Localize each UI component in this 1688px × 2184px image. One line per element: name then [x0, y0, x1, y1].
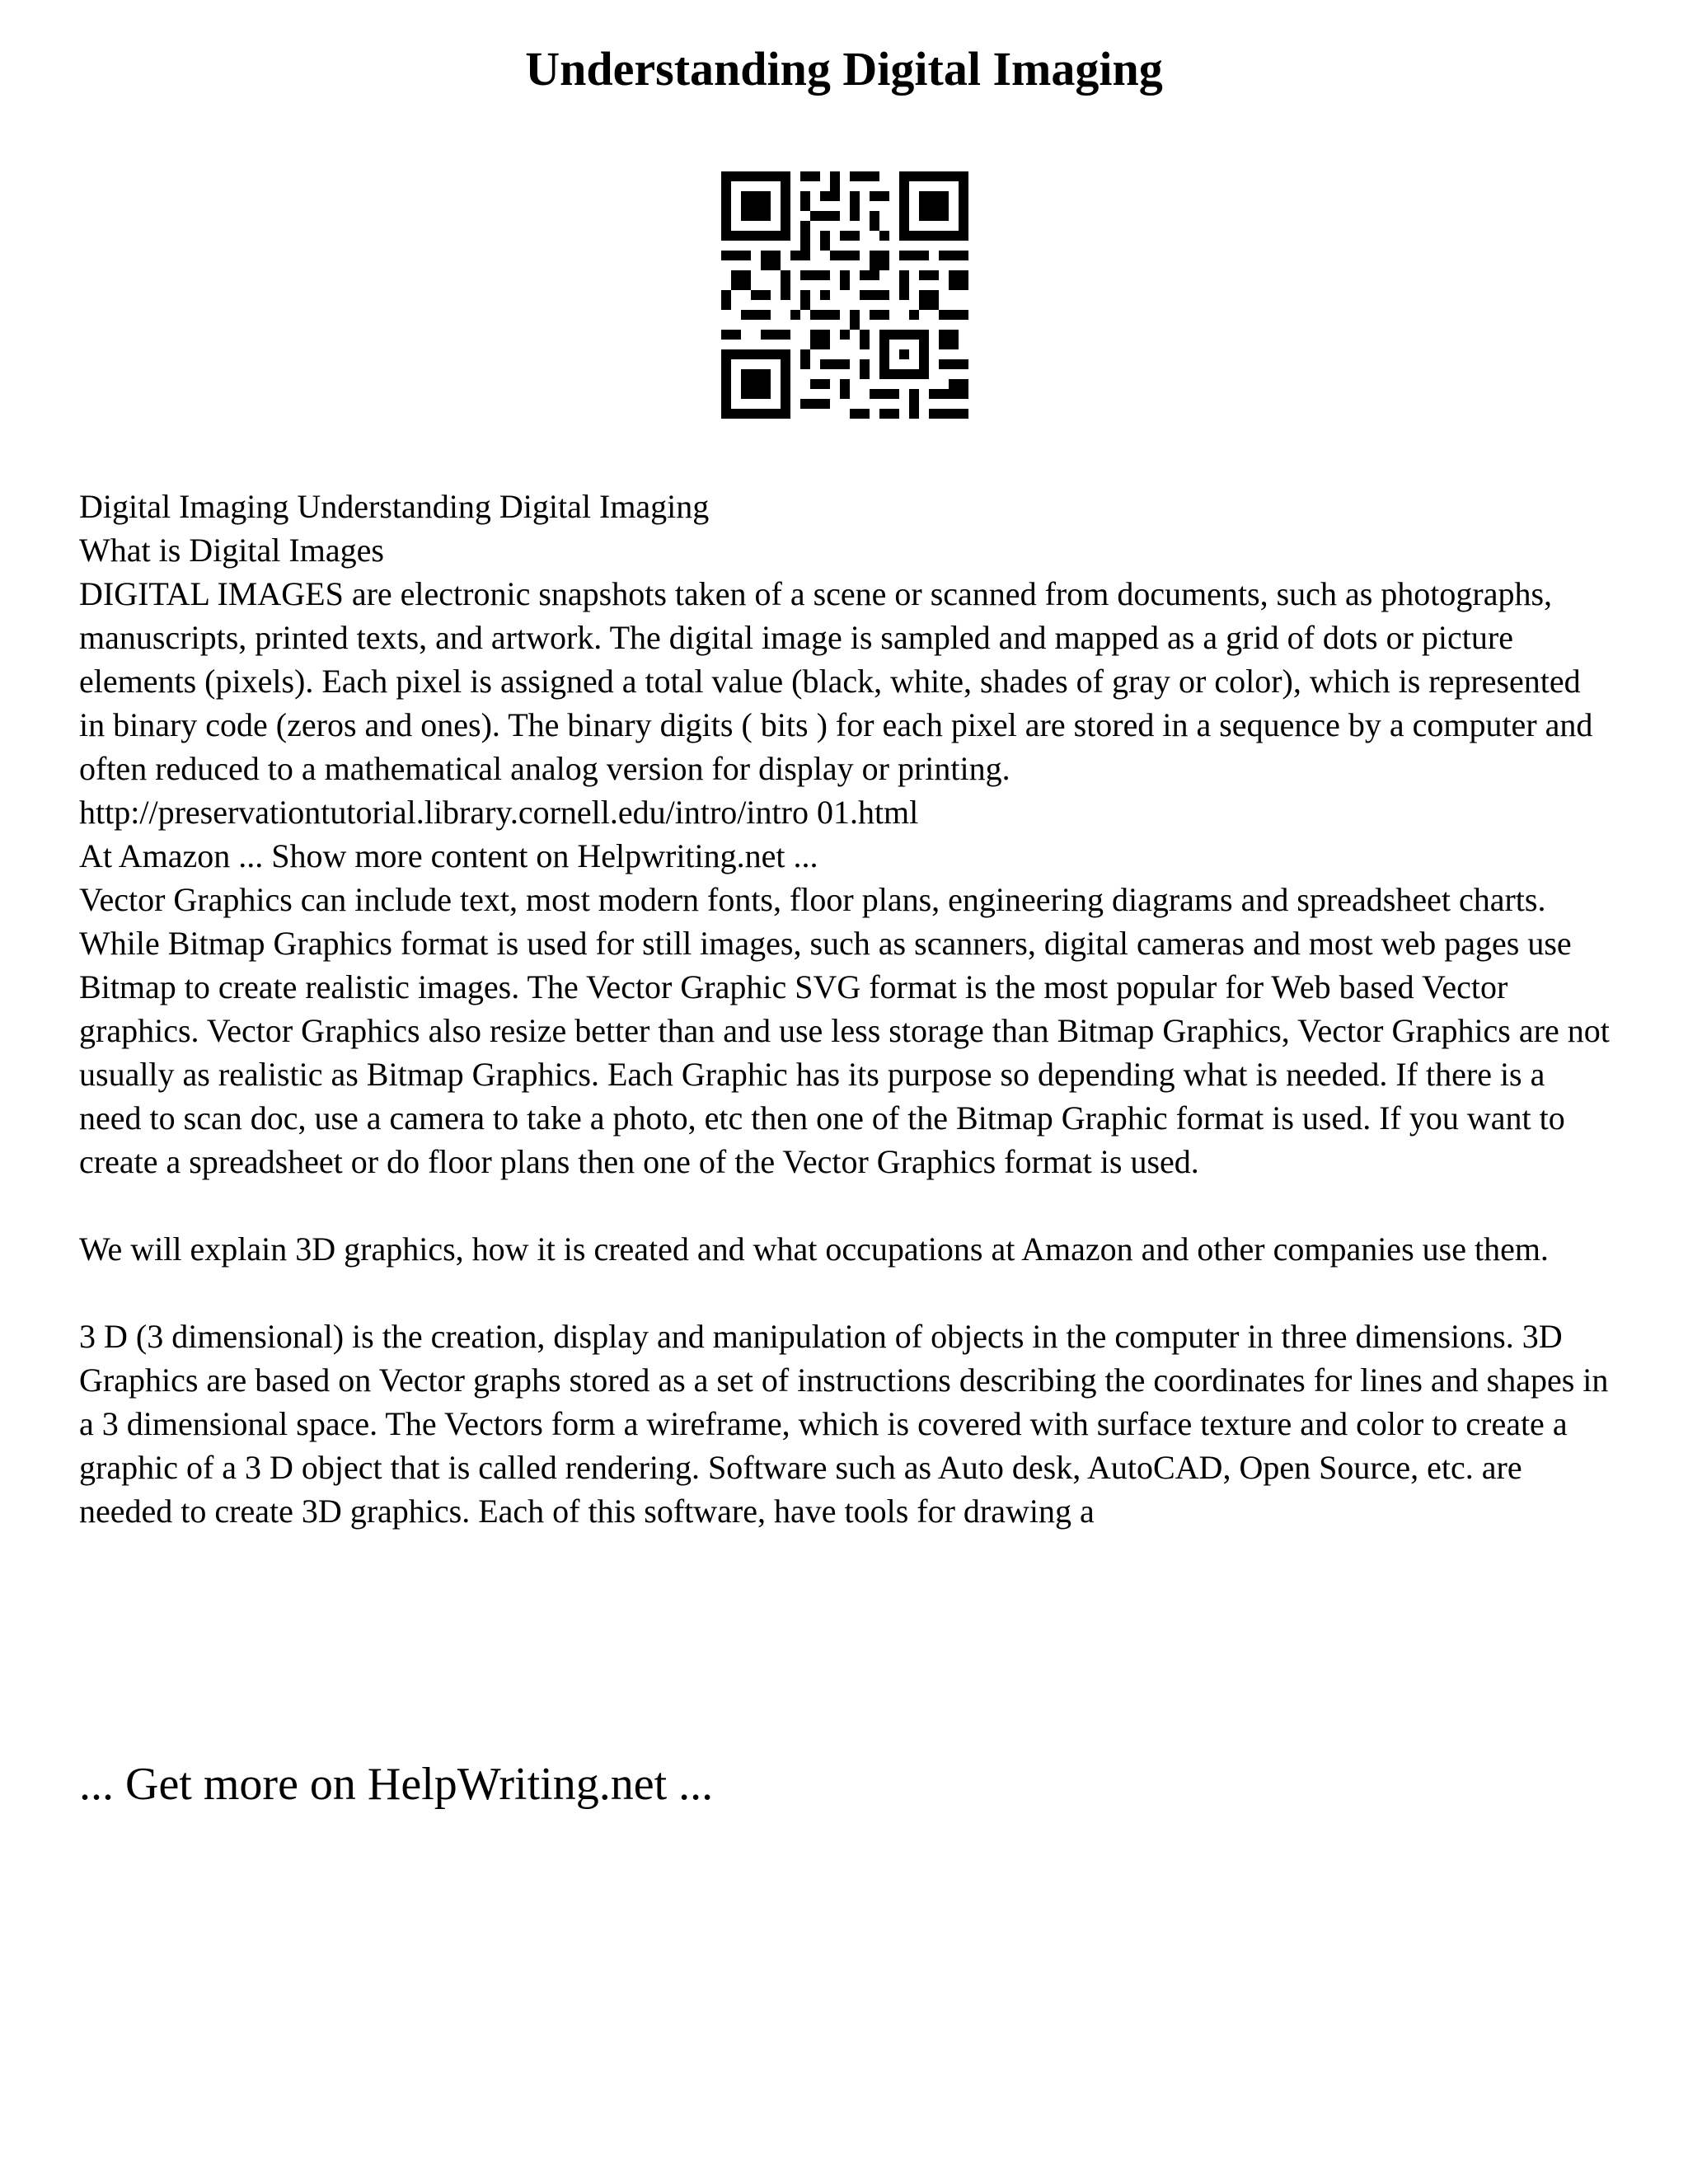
paragraph-definition: DIGITAL IMAGES are electronic snapshots taken of a scene or scanned from documents, such as photographs, manuscripts, printed texts, and artwork. The digital image is sampled and mapped as a grid of dots or picture elements (pixels). Each pixel is assigned a total value (black, white, shades of gray or color), which is represented in binary code (zeros and ones). The binary digits ( bits ) for each pixel are stored in a sequence by a computer and often reduced to a mathematical analog version for display or printing. http://preservationtutorial.library.cornell.edu/intro/intro 01.html	[79, 575, 1593, 831]
page-title: Understanding Digital Imaging	[525, 42, 1163, 96]
paragraph-intro-title: Digital Imaging Understanding Digital Imaging	[79, 488, 710, 525]
paragraph-spacer	[79, 1271, 1612, 1315]
get-more-link[interactable]: ... Get more on HelpWriting.net ...	[79, 1759, 714, 1810]
qr-code-icon	[721, 171, 968, 419]
document-body	[79, 485, 1612, 1533]
paragraph-spacer	[79, 1183, 1612, 1227]
paragraph-bitmap-graphics: While Bitmap Graphics format is used for still images, such as scanners, digital cameras and most web pages use Bitmap to create realistic images. The Vector Graphic SVG format is the most popular for Web based Vector graphics. Vector Graphics also resize better than and use less storage than Bitmap Graphics, Vector Graphics are not usually as realistic as Bitmap Graphics. Each Graphic has its purpose so depending what is needed. If there is a need to scan doc, use a camera to take a photo, etc then one of the Bitmap Graphic format is used. If you want to create a spreadsheet or do floor plans then one of the Vector Graphics format is used.	[79, 925, 1610, 1180]
paragraph-question: What is Digital Images	[79, 532, 384, 569]
paragraph-3d-definition: 3 D (3 dimensional) is the creation, display and manipulation of objects in the computer in three dimensions. 3D Graphics are based on Vector graphs stored as a set of instructions describing the coordinates for lines and shapes in a 3 dimensional space. The Vectors form a wireframe, which is covered with surface texture and color to create a graphic of a 3 D object that is called rendering. Software such as Auto desk, AutoCAD, Open Source, etc. are needed to create 3D graphics. Each of this software, have tools for drawing a	[79, 1318, 1609, 1530]
paragraph-3d-intro: We will explain 3D graphics, how it is created and what occupations at Amazon and other companies use them.	[79, 1230, 1549, 1268]
paragraph-vector-graphics: Vector Graphics can include text, most modern fonts, floor plans, engineering diagrams and spreadsheet charts.	[79, 881, 1546, 918]
paragraph-amazon-more: At Amazon ... Show more content on Helpwriting.net ...	[79, 837, 818, 874]
